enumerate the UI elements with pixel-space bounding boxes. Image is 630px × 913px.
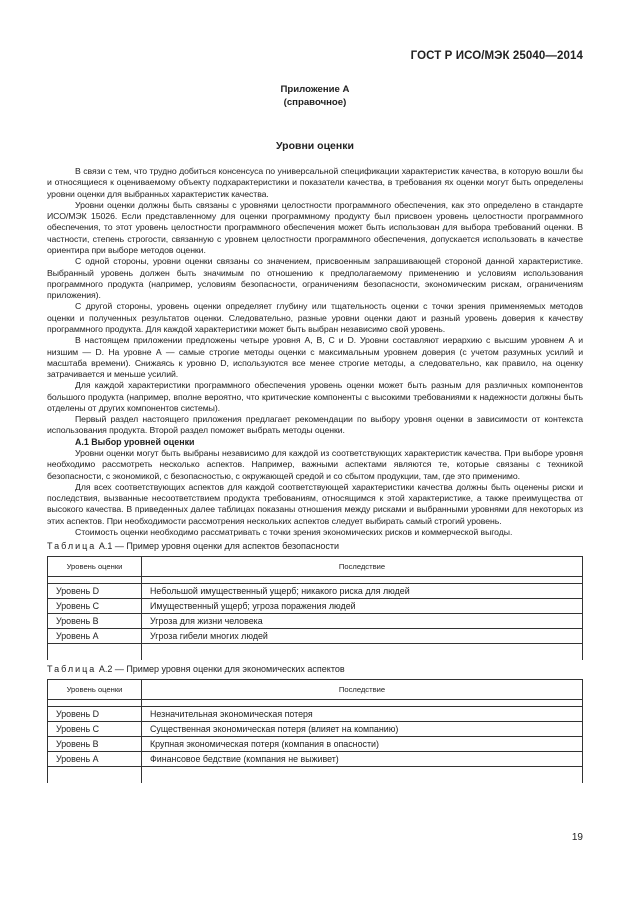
- standard-header: ГОСТ Р ИСО/МЭК 25040—2014: [410, 50, 583, 62]
- annex-type: (справочное): [283, 97, 347, 108]
- intro-paragraph: В связи с тем, что трудно добиться консенсуса по универсальной спецификации характеристик качества, в которую вошли бы и относящиеся к оцениваемому объекту подхарактеристики и показатели качества, в требования ях оценки могут быть определены уровни оценки для выбранных характеристик качества.: [47, 166, 583, 199]
- intro-paragraph: Для каждой характеристики программного обеспечения уровень оценки может быть разным для различных компонентов большого продукта (например, вполне вероятно, что критические компоненты с высокими требованиями к надежности должны быть отделены от других компонентов системы).: [47, 380, 583, 413]
- table-caption: [47, 664, 583, 675]
- table-row: [48, 707, 583, 722]
- page-number: 19: [571, 832, 583, 843]
- column-header: Уровень оценки: [48, 680, 142, 700]
- consequence-cell: Имущественный ущерб; угроза поражения людей: [142, 599, 583, 614]
- table-row: [48, 629, 583, 644]
- annex-heading: [0, 83, 630, 109]
- table-row: [48, 737, 583, 752]
- safety-levels-table: [47, 556, 583, 660]
- level-cell: Уровень C: [48, 599, 142, 614]
- section-paragraph: Стоимость оценки необходимо рассматривать с точки зрения экономических рисков и коммерческой выгоды.: [75, 527, 513, 537]
- table-spacer-row: [48, 577, 583, 584]
- table-caption-prefix: Таблица: [47, 541, 97, 552]
- level-cell: Уровень D: [48, 584, 142, 599]
- table-caption-text: А.2 — Пример уровня оценки для экономических аспектов: [98, 664, 345, 675]
- table-header-row: [48, 680, 583, 700]
- table-caption: [47, 541, 583, 552]
- column-header: Уровень оценки: [48, 557, 142, 577]
- table-caption-prefix: Таблица: [47, 664, 97, 675]
- document-body: [47, 166, 583, 787]
- table-row: [48, 599, 583, 614]
- level-cell: Уровень A: [48, 629, 142, 644]
- table-header-row: [48, 557, 583, 577]
- table-spacer-row: [48, 644, 583, 661]
- level-cell: Уровень B: [48, 614, 142, 629]
- intro-paragraph: С другой стороны, уровень оценки определяет глубину или тщательность оценки с точки зрения применяемых методов оценки и полученных результатов оценки. Следовательно, разные уровни оценки дают и разный уровень доверия к качеству программного продукта. Для каждой характеристики может быть выбран независимо свой уровень.: [47, 301, 583, 334]
- table-row: [48, 752, 583, 767]
- level-cell: Уровень A: [48, 752, 142, 767]
- consequence-cell: Крупная экономическая потеря (компания в опасности): [142, 737, 583, 752]
- consequence-cell: Небольшой имущественный ущерб; никакого риска для людей: [142, 584, 583, 599]
- intro-paragraph: Уровни оценки должны быть связаны с уровнями целостности программного обеспечения, как это определено в стандарте ИСО/МЭК 15026. Если представленному для оценки программному продукту был присвоен уровень целостности программного обеспечения, то этот уровень целостности программного обеспечения может быть использован для выбора требований оценки. В частности, степень строгости, связанную с уровнем целостности программного обеспечения, допускается использовать в качестве ориентира при выборе методов оценки.: [47, 199, 583, 255]
- section-paragraph: Для всех соответствующих аспектов для каждой соответствующей характеристики качества должны быть оценены риски и последствия, вызванные несоответствием продукта требованиям, относящимся к этой характеристике, а также преимущества от высокого качества. В приведенных далее таблицах показаны отношения между рисками и выбранными уровнями для некоторых из этих аспектов. При необходимости рассмотрения нескольких аспектов следует выбирать самый строгий уровень.: [47, 481, 583, 526]
- level-cell: Уровень D: [48, 707, 142, 722]
- level-cell: Уровень B: [48, 737, 142, 752]
- intro-paragraph: Первый раздел настоящего приложения предлагает рекомендации по выбору уровня оценки в зависимости от контекста использования продукта. Второй раздел поможет выбрать методы оценки.: [47, 414, 583, 436]
- table-row: [48, 614, 583, 629]
- column-header: Последствие: [142, 557, 583, 577]
- consequence-cell: Незначительная экономическая потеря: [142, 707, 583, 722]
- intro-paragraph: С одной стороны, уровни оценки связаны со значением, присвоенным запрашивающей стороной данной характеристике. Выбранный уровень должен быть значимым по отношению к предполагаемому применению и условиям использования программного продукта (например, условиям безопасности, ограничениям безопасности, экономическим рискам, ограничениям приложения).: [47, 256, 583, 301]
- consequence-cell: Угроза для жизни человека: [142, 614, 583, 629]
- consequence-cell: Угроза гибели многих людей: [142, 629, 583, 644]
- intro-paragraph: В настоящем приложении предложены четыре уровня А, В, С и D. Уровни составляют иерархию с высшим уровнем А и низшим — D. На уровне А — самые строгие методы оценки с максимальным уровнем доверия (с учетом разумных усилий и масштаба времени). Снижаясь к уровню D, используются все менее строгие методы, а следовательно, как правило, на оценку затрачивается и меньше усилий.: [47, 335, 583, 380]
- page-title: Уровни оценки: [276, 140, 354, 152]
- table-spacer-row: [48, 767, 583, 784]
- table-row: [48, 722, 583, 737]
- level-cell: Уровень C: [48, 722, 142, 737]
- consequence-cell: Существенная экономическая потеря (влияет на компанию): [142, 722, 583, 737]
- section-paragraph: Уровни оценки могут быть выбраны независимо для каждой из соответствующих характеристик качества. При выборе уровня необходимо рассмотреть несколько аспектов. Например, важными аспектами являются те, которые связаны с техникой безопасности, с экономикой, с безопасностью, с окружающей средой и со сбытом продукции, там, где это применимо.: [47, 448, 583, 481]
- table-caption-text: А.1 — Пример уровня оценки для аспектов безопасности: [98, 541, 340, 552]
- table-spacer-row: [48, 700, 583, 707]
- annex-label: Приложение А: [280, 84, 350, 95]
- table-row: [48, 584, 583, 599]
- consequence-cell: Финансовое бедствие (компания не выживет): [142, 752, 583, 767]
- section-heading: А.1 Выбор уровней оценки: [75, 436, 195, 447]
- economic-levels-table: [47, 679, 583, 783]
- column-header: Последствие: [142, 680, 583, 700]
